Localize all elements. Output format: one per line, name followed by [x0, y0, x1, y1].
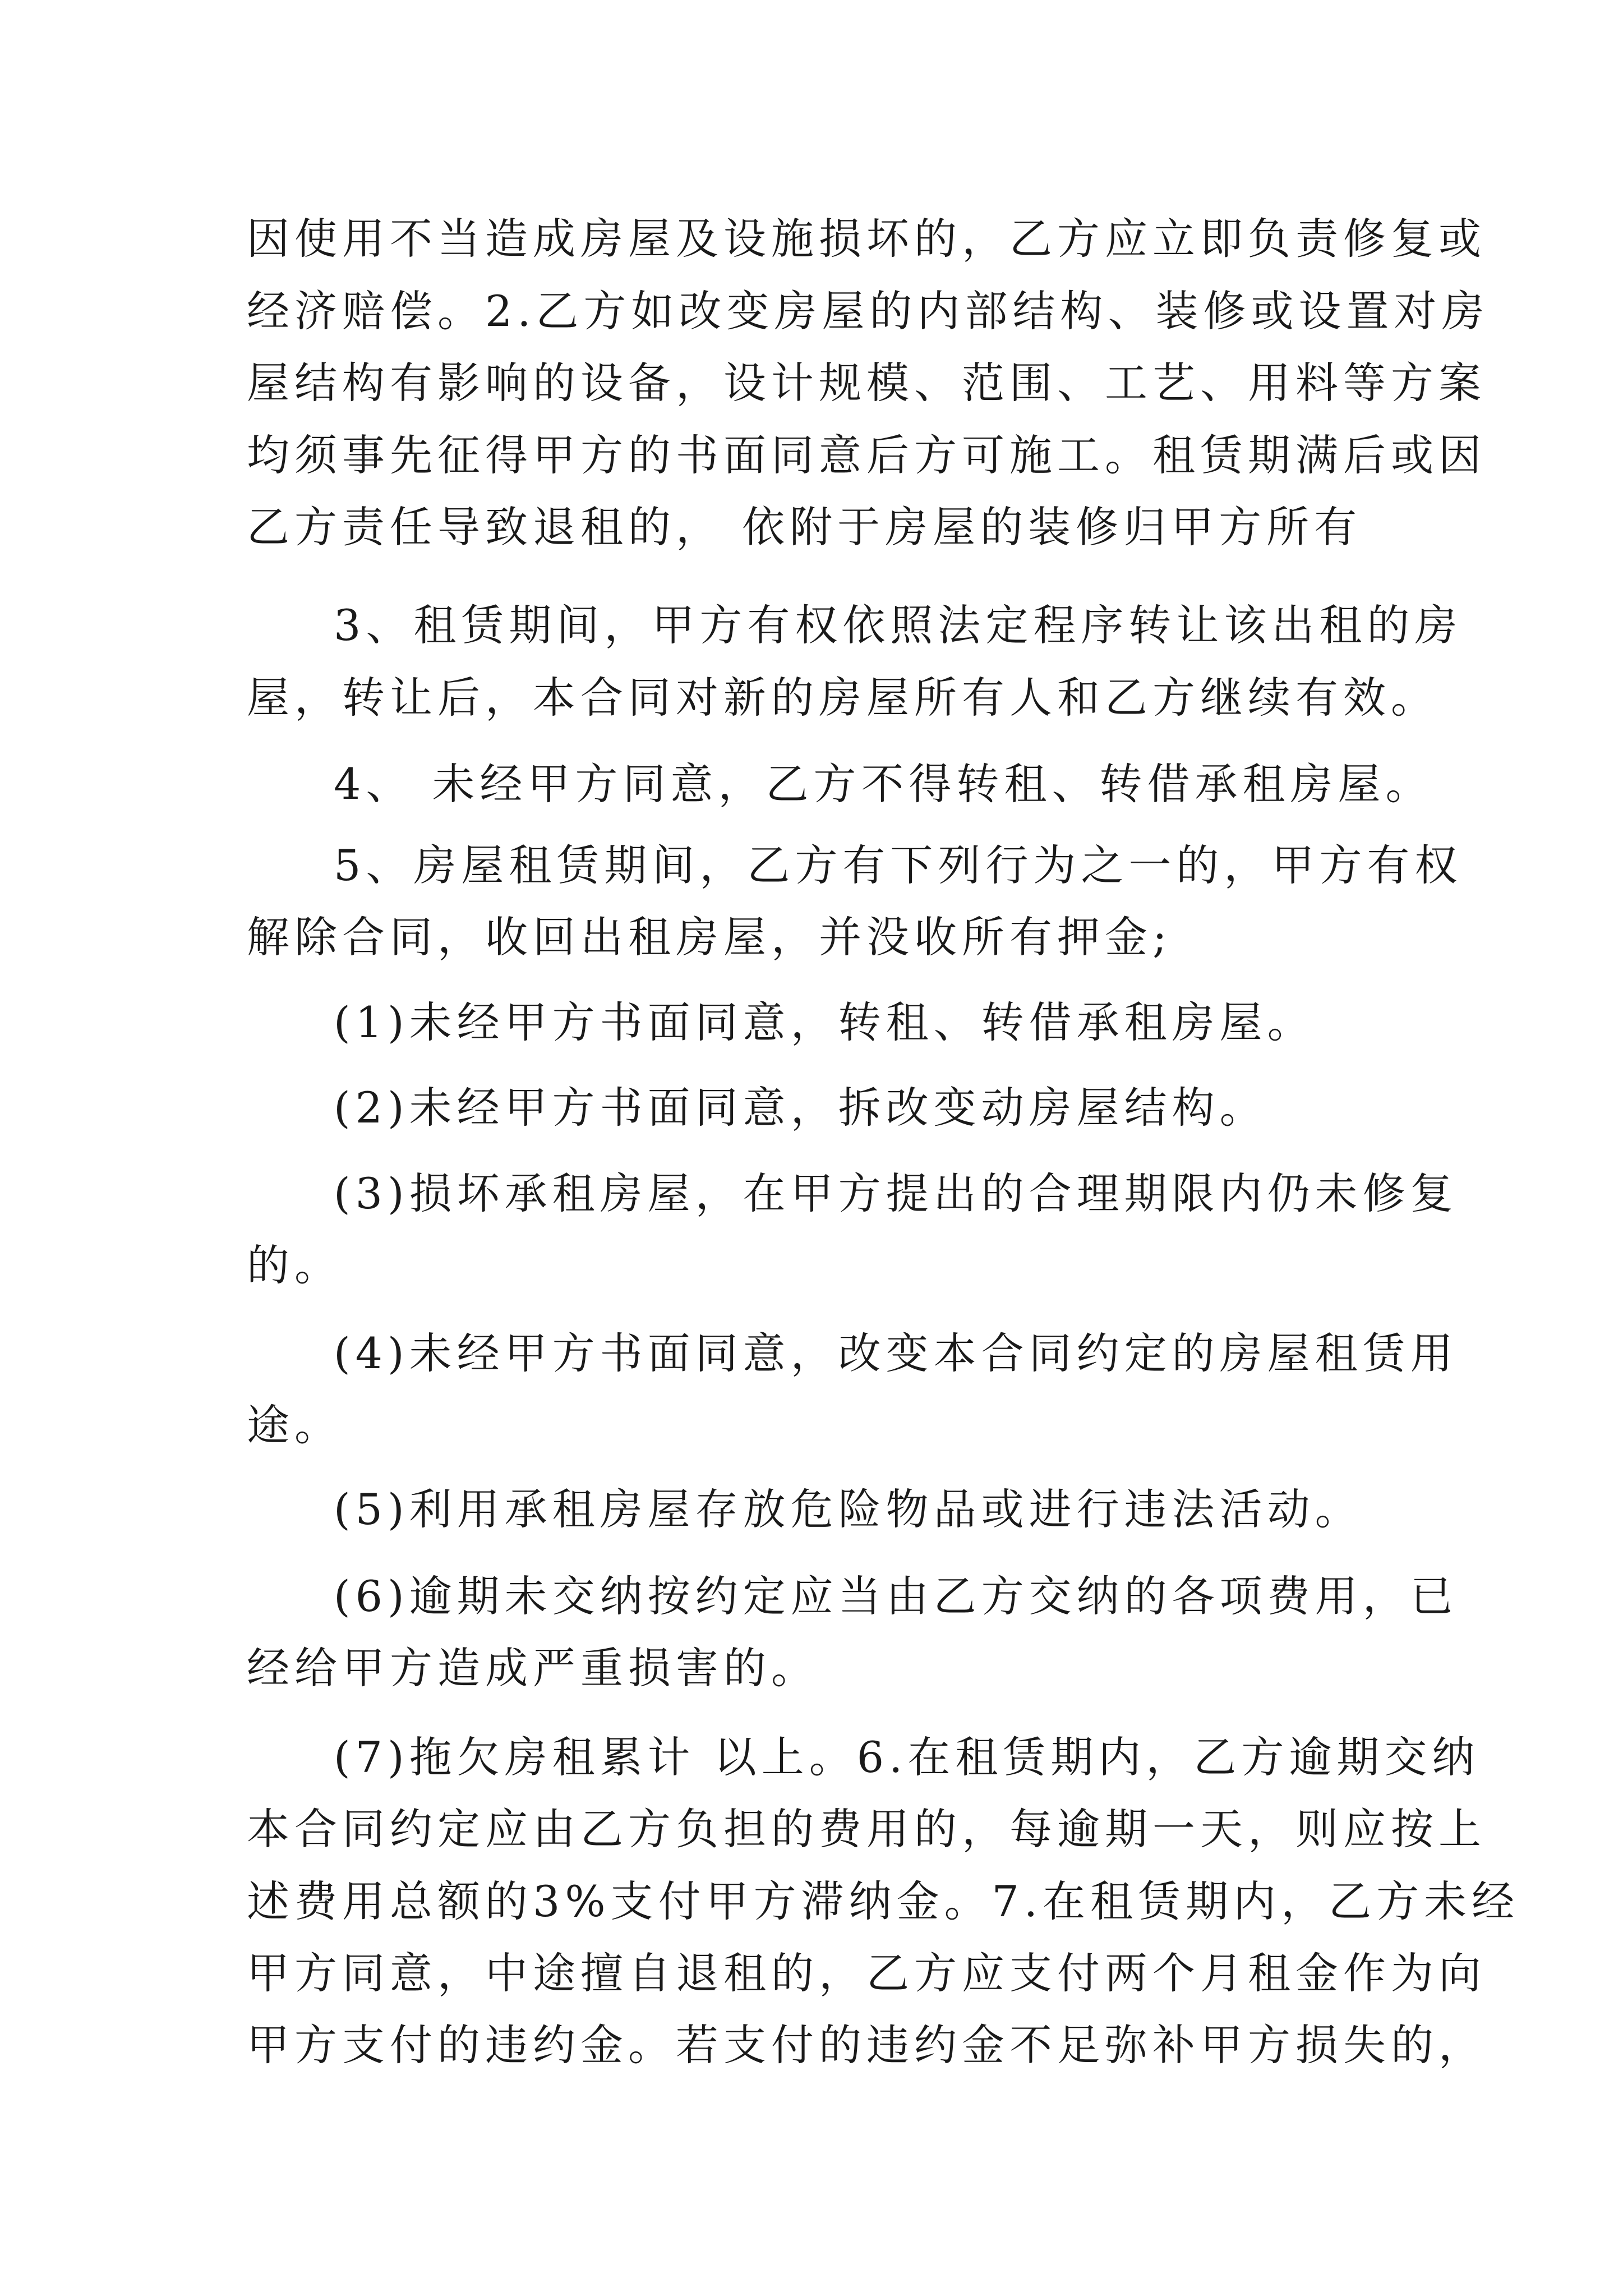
text-line: (5)利用承租房屋存放危险物品或进行违法活动。: [334, 1484, 1363, 1534]
text-line: 屋，转让后，本合同对新的房屋所有人和乙方继续有效。: [247, 673, 1438, 723]
text-line: 甲方支付的违约金。若支付的违约金不足弥补甲方损失的，: [247, 2020, 1486, 2070]
text-line: (4)未经甲方书面同意，改变本合同约定的房屋租赁用: [334, 1328, 1458, 1378]
text-line: 经给甲方造成严重损害的。: [247, 1643, 819, 1693]
text-line: 的。: [247, 1240, 342, 1290]
text-line: 途。: [247, 1400, 342, 1450]
text-line: 因使用不当造成房屋及设施损坏的，乙方应立即负责修复或: [247, 214, 1486, 264]
text-line: 3、租赁期间，甲方有权依照法定程序转让该出租的房: [334, 600, 1463, 650]
text-line: (7)拖欠房租累计 以上。6.在租赁期内，乙方逾期交纳: [334, 1732, 1480, 1782]
text-line: 解除合同，收回出租房屋，并没收所有押金;: [247, 912, 1172, 962]
text-line: 甲方同意，中途擅自退租的，乙方应支付两个月租金作为向: [247, 1948, 1486, 1998]
text-line: 屋结构有影响的设备，设计规模、范围、工艺、用料等方案: [247, 358, 1486, 408]
text-line: 均须事先征得甲方的书面同意后方可施工。租赁期满后或因: [247, 430, 1486, 480]
text-line: 经济赔偿。2.乙方如改变房屋的内部结构、装修或设置对房: [247, 286, 1490, 336]
text-line: (6)逾期未交纳按约定应当由乙方交纳的各项费用，已: [334, 1571, 1458, 1621]
text-line: 4、 未经甲方同意，乙方不得转租、转借承租房屋。: [334, 759, 1433, 809]
text-line: (3)损坏承租房屋，在甲方提出的合理期限内仍未修复: [334, 1168, 1458, 1218]
text-line: 述费用总额的3%支付甲方滞纳金。7.在租赁期内，乙方未经: [247, 1876, 1520, 1926]
text-line: 本合同约定应由乙方负担的费用的，每逾期一天，则应按上: [247, 1804, 1486, 1854]
text-line: 5、房屋租赁期间，乙方有下列行为之一的，甲方有权: [334, 840, 1463, 890]
text-line: (2)未经甲方书面同意，拆改变动房屋结构。: [334, 1083, 1267, 1133]
text-line: 乙方责任导致退租的， 依附于房屋的装修归甲方所有: [247, 502, 1362, 552]
text-line: (1)未经甲方书面同意，转租、转借承租房屋。: [334, 997, 1315, 1047]
